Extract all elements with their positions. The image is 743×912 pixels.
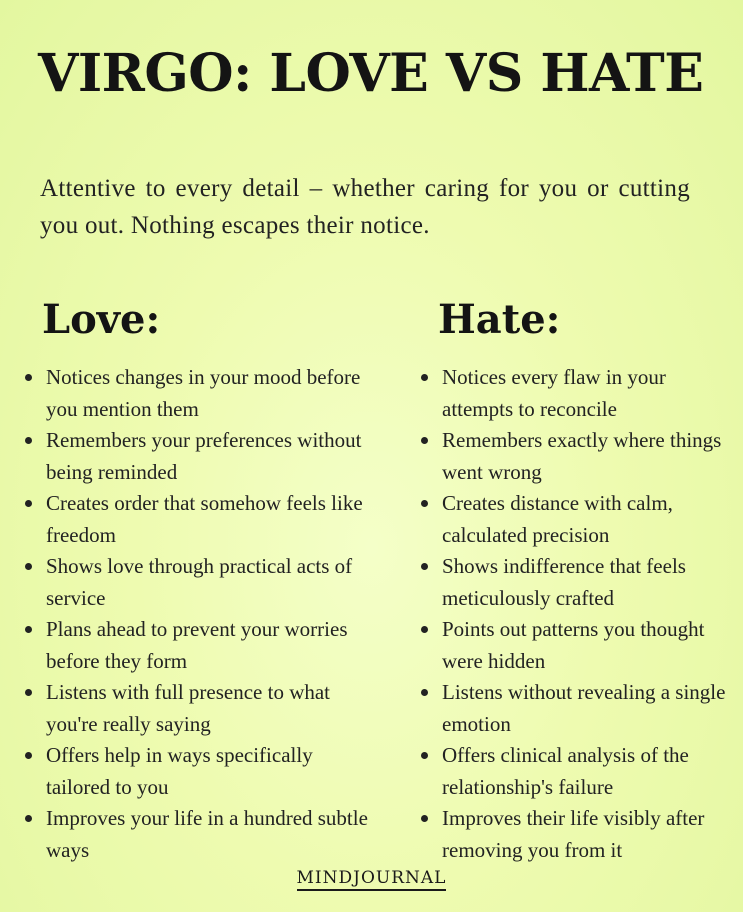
subtitle: Attentive to every detail – whether caring for you or cutting you out. Nothing escapes their notice. xyxy=(40,175,690,239)
love-item xyxy=(22,488,372,551)
bullet-icon xyxy=(25,500,32,507)
hate-column xyxy=(418,292,736,866)
love-heading: Love: xyxy=(42,296,161,343)
bullet-icon xyxy=(421,626,428,633)
hate-item-text: Offers clinical analysis of the relationship's failure xyxy=(442,743,689,799)
hate-heading: Hate: xyxy=(438,296,561,343)
love-item-text: Creates order that somehow feels like freedom xyxy=(46,491,363,547)
bullet-icon xyxy=(25,626,32,633)
love-item-text: Notices changes in your mood before you mention them xyxy=(46,365,361,421)
hate-item xyxy=(418,803,736,866)
hate-item-text: Improves their life visibly after removing you from it xyxy=(442,806,705,862)
bullet-icon xyxy=(25,752,32,759)
bullet-icon xyxy=(421,374,428,381)
hate-item xyxy=(418,362,736,425)
love-item-text: Shows love through practical acts of service xyxy=(46,554,353,610)
brand-logo xyxy=(0,868,743,891)
hate-item xyxy=(418,425,736,488)
love-item-text: Plans ahead to prevent your worries before they form xyxy=(46,617,348,673)
love-item xyxy=(22,425,372,488)
hate-item xyxy=(418,740,736,803)
love-item xyxy=(22,677,372,740)
hate-item-text: Listens without revealing a single emotion xyxy=(442,680,726,736)
hate-item xyxy=(418,677,736,740)
bullet-icon xyxy=(421,689,428,696)
love-list xyxy=(22,362,372,866)
bullet-icon xyxy=(25,563,32,570)
love-item xyxy=(22,614,372,677)
hate-item-text: Points out patterns you thought were hidden xyxy=(442,617,705,673)
hate-item xyxy=(418,551,736,614)
bullet-icon xyxy=(421,752,428,759)
love-item-text: Listens with full presence to what you're really saying xyxy=(46,680,331,736)
love-item-text: Remembers your preferences without being reminded xyxy=(46,428,362,484)
love-item xyxy=(22,740,372,803)
love-item-text: Improves your life in a hundred subtle ways xyxy=(46,806,368,862)
hate-list xyxy=(418,362,736,866)
love-item-text: Offers help in ways specifically tailored to you xyxy=(46,743,313,799)
hate-item xyxy=(418,488,736,551)
bullet-icon xyxy=(421,500,428,507)
bullet-icon xyxy=(421,563,428,570)
love-column xyxy=(22,292,372,866)
bullet-icon xyxy=(421,437,428,444)
bullet-icon xyxy=(25,374,32,381)
hate-item-text: Creates distance with calm, calculated precision xyxy=(442,491,673,547)
bullet-icon xyxy=(25,689,32,696)
page-title: VIRGO: LOVE VS HATE xyxy=(38,43,704,104)
love-item xyxy=(22,551,372,614)
hate-item-text: Shows indifference that feels meticulously crafted xyxy=(442,554,686,610)
brand-logo-text: MINDJOURNAL xyxy=(297,868,447,891)
bullet-icon xyxy=(421,815,428,822)
love-item xyxy=(22,362,372,425)
bullet-icon xyxy=(25,437,32,444)
hate-item-text: Remembers exactly where things went wrong xyxy=(442,428,722,484)
hate-item-text: Notices every flaw in your attempts to reconcile xyxy=(442,365,666,421)
love-item xyxy=(22,803,372,866)
hate-item xyxy=(418,614,736,677)
bullet-icon xyxy=(25,815,32,822)
